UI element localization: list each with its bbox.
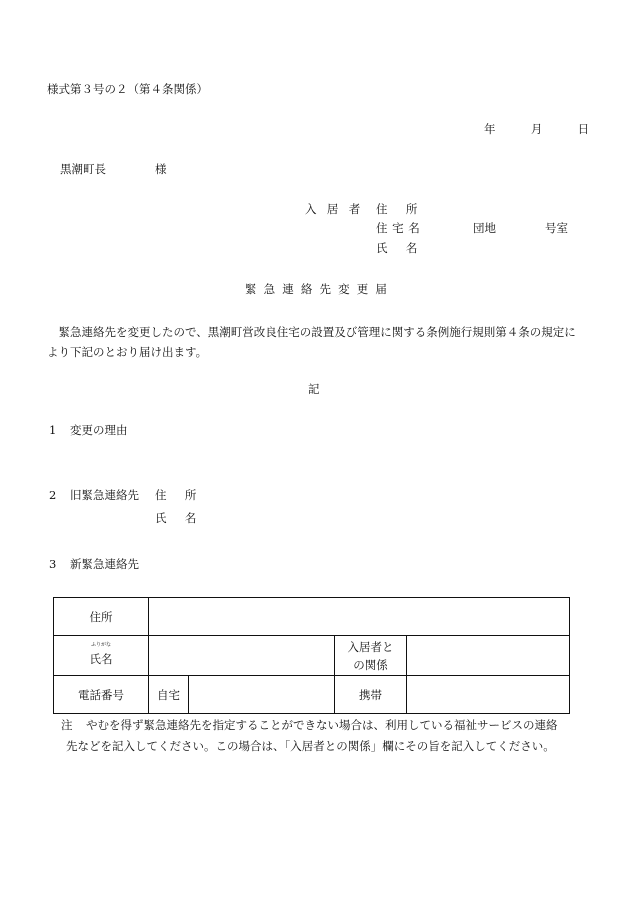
document-title: 緊急連絡先変更届 bbox=[245, 282, 395, 296]
date-month-label: 月 bbox=[530, 122, 543, 136]
table-name-label: 氏名 bbox=[89, 651, 113, 666]
date-year-label: 年 bbox=[484, 122, 496, 136]
form-number: 様式第３号の２（第４条関係） bbox=[47, 82, 208, 96]
table-relation-label-line1: 入居者と bbox=[347, 639, 394, 654]
applicant-housing-name-label: 住宅名 bbox=[376, 221, 425, 235]
item2-label: 旧緊急連絡先 bbox=[70, 488, 139, 502]
note-marker: 注 bbox=[61, 718, 73, 732]
table-mobile-value[interactable] bbox=[407, 676, 570, 714]
table-row-phone bbox=[54, 676, 570, 714]
table-row-name bbox=[54, 636, 570, 676]
applicant-address-label: 住 所 bbox=[376, 202, 421, 216]
table-name-ruby-wrap bbox=[89, 641, 113, 668]
item3-label: 新緊急連絡先 bbox=[70, 557, 139, 571]
table-name-value[interactable] bbox=[149, 636, 335, 676]
table-home-label: 自宅 bbox=[149, 676, 189, 714]
table-relation-label-line2: の関係 bbox=[353, 657, 388, 672]
new-contact-table bbox=[53, 597, 570, 714]
table-address-label: 住所 bbox=[54, 598, 149, 636]
date-line bbox=[484, 123, 589, 137]
item1-number: 1 bbox=[49, 423, 57, 437]
item2-name-label: 氏 名 bbox=[155, 511, 200, 525]
table-address-value[interactable] bbox=[149, 598, 570, 636]
applicant-danchi-label: 団地 bbox=[473, 221, 496, 235]
item3-number: 3 bbox=[49, 557, 57, 571]
addressee-honorific: 様 bbox=[155, 162, 167, 176]
note-line-2: 先などを記入してください。この場合は、「入居者との関係」欄にその旨を記入してください。 bbox=[66, 739, 555, 753]
body-paragraph: 緊急連絡先を変更したので、黒潮町営改良住宅の設置及び管理に関する条例施行規則第４条の規定により下記のとおり届け出ます。 bbox=[47, 325, 576, 359]
table-mobile-label: 携帯 bbox=[335, 676, 407, 714]
date-day-label: 日 bbox=[577, 122, 590, 136]
table-relation-label-cell bbox=[335, 636, 407, 676]
item2-number: 2 bbox=[49, 488, 57, 502]
table-home-value[interactable] bbox=[189, 676, 335, 714]
note-line-1: やむを得ず緊急連絡先を指定することができない場合は、利用している福祉サービスの連絡 bbox=[86, 718, 558, 732]
ki-heading: 記 bbox=[308, 382, 320, 396]
item2-address-label: 住 所 bbox=[155, 488, 200, 502]
addressee-name: 黒潮町長 bbox=[60, 162, 106, 176]
applicant-name-label: 氏 名 bbox=[376, 241, 421, 255]
table-phone-label: 電話番号 bbox=[54, 676, 149, 714]
item1-label: 変更の理由 bbox=[70, 423, 128, 437]
table-name-ruby: ふりがな bbox=[90, 641, 111, 648]
applicant-label: 入居者 bbox=[305, 202, 371, 216]
table-relation-value[interactable] bbox=[407, 636, 570, 676]
table-name-cell bbox=[54, 636, 149, 676]
table-row-address bbox=[54, 598, 570, 636]
applicant-room-label: 号室 bbox=[545, 221, 568, 235]
